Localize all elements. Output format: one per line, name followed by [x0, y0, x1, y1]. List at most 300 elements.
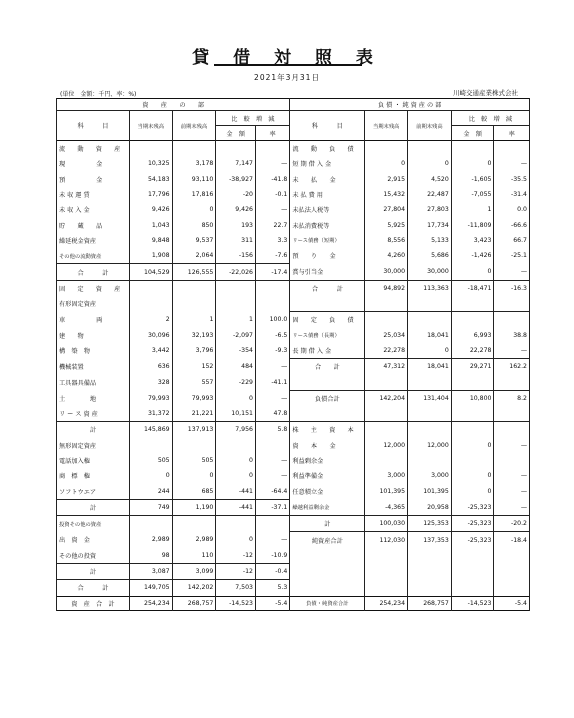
change-amount-cell	[451, 422, 494, 438]
previous-balance-cell: 3,099	[172, 564, 216, 580]
current-balance-cell: 22,278	[365, 343, 408, 359]
change-rate-cell: 22.7	[255, 217, 289, 232]
change-amount-cell: -25,323	[451, 499, 494, 515]
change-amount-cell: -1,605	[451, 172, 494, 187]
table-row	[57, 390, 530, 406]
previous-balance-cell: 3,178	[172, 156, 216, 171]
table-row	[57, 202, 530, 217]
asset-item-label: 計	[57, 499, 130, 515]
change-rate-cell: —	[494, 264, 530, 280]
change-rate-cell: —	[255, 359, 289, 375]
change-amount-cell: 6,993	[451, 328, 494, 343]
current-balance-cell: 5,925	[365, 217, 408, 232]
change-rate-cell: -9.3	[255, 343, 289, 359]
change-amount-cell: 0	[451, 484, 494, 500]
previous-balance-cell: 1	[172, 312, 216, 328]
asset-item-label: 建 物	[57, 328, 130, 343]
previous-balance-cell: 110	[172, 548, 216, 564]
change-rate-cell: -0.1	[255, 187, 289, 202]
change-rate-cell: 47.8	[255, 406, 289, 422]
liability-item-label: リース債務（短期）	[290, 233, 365, 248]
previous-balance-cell: 557	[172, 374, 216, 390]
change-rate-cell: —	[494, 156, 530, 171]
previous-balance-cell: 2,064	[172, 248, 216, 264]
current-balance-cell: 94,892	[365, 280, 408, 296]
change-rate-cell: -17.4	[255, 264, 289, 280]
previous-balance-cell	[408, 564, 452, 580]
current-balance-cell: 149,705	[129, 580, 172, 596]
current-balance-cell: 2	[129, 312, 172, 328]
asset-item-label: その他の投資	[57, 548, 130, 564]
change-amount-cell	[216, 141, 256, 157]
current-balance-cell	[129, 438, 172, 453]
table-row	[57, 187, 530, 202]
change-rate-cell: -0.4	[255, 564, 289, 580]
previous-balance-cell: 126,555	[172, 264, 216, 280]
change-amount-cell: 0	[451, 438, 494, 453]
change-rate-cell: 66.7	[494, 233, 530, 248]
table-row	[57, 217, 530, 232]
previous-balance-cell: 17,816	[172, 187, 216, 202]
liability-item-label: 預 り 金	[290, 248, 365, 264]
previous-balance-cell: 30,000	[408, 264, 452, 280]
liability-item-label: 負債合計	[290, 390, 365, 406]
liability-item-label: 未 払 金	[290, 172, 365, 187]
change-rate-cell: —	[494, 484, 530, 500]
current-balance-cell: 12,000	[365, 438, 408, 453]
liability-item-label: 賞与引当金	[290, 264, 365, 280]
previous-balance-cell: 0	[408, 343, 452, 359]
current-balance-cell: 328	[129, 374, 172, 390]
previous-balance-cell: 0	[408, 156, 452, 171]
previous-balance-cell	[408, 422, 452, 438]
change-amount-cell	[451, 548, 494, 564]
change-amount-cell: 311	[216, 233, 256, 248]
previous-balance-cell: 18,041	[408, 359, 452, 375]
previous-balance-cell: 20,958	[408, 499, 452, 515]
table-row	[57, 296, 530, 312]
rate-header: 率	[494, 126, 530, 141]
previous-balance-cell: 93,110	[172, 172, 216, 187]
current-balance-cell: 104,529	[129, 264, 172, 280]
total-liabilities-equity-previous: 268,757	[408, 596, 452, 610]
change-amount-cell: 9,426	[216, 202, 256, 217]
current-balance-cell	[129, 141, 172, 157]
asset-item-label: 現 金	[57, 156, 130, 171]
change-amount-cell: 10,800	[451, 390, 494, 406]
liability-item-label	[290, 548, 365, 564]
grand-total-row	[57, 596, 530, 610]
change-rate-cell: —	[255, 390, 289, 406]
current-balance-cell	[365, 296, 408, 312]
current-balance-cell: 112,030	[365, 532, 408, 548]
current-balance-cell	[365, 453, 408, 468]
table-row	[57, 484, 530, 500]
asset-item-label: 合 計	[57, 264, 130, 280]
previous-balance-cell	[172, 516, 216, 532]
liability-item-label: 未 払 費 用	[290, 187, 365, 202]
title-underline	[214, 64, 362, 66]
current-balance-cell: 100,030	[365, 516, 408, 532]
change-amount-cell: -354	[216, 343, 256, 359]
current-balance-cell	[365, 422, 408, 438]
table-row	[57, 328, 530, 343]
change-amount-cell: -25,323	[451, 516, 494, 532]
change-rate-cell: —	[255, 468, 289, 483]
current-balance-cell: 27,804	[365, 202, 408, 217]
unit-note: (単位 金額：千円、率：%)	[60, 91, 137, 98]
change-amount-cell: 29,271	[451, 359, 494, 375]
current-balance-cell: 30,096	[129, 328, 172, 343]
change-amount-cell	[216, 280, 256, 296]
change-amount-cell: -229	[216, 374, 256, 390]
assets-section-header: 資 産 の 部	[57, 99, 290, 111]
current-balance-cell: 4,260	[365, 248, 408, 264]
table-row	[57, 156, 530, 171]
table-row	[57, 141, 530, 157]
asset-item-label: 未 収 運 賃	[57, 187, 130, 202]
current-balance-cell: 15,432	[365, 187, 408, 202]
change-amount-cell	[451, 296, 494, 312]
liability-item-label: 株 主 資 本	[290, 422, 365, 438]
current-balance-cell: 98	[129, 548, 172, 564]
asset-item-label: 貯 蔵 品	[57, 217, 130, 232]
change-amount-cell: -12	[216, 548, 256, 564]
total-liabilities-equity-label: 負債・純資産合計	[290, 596, 365, 610]
previous-balance-cell: 3,000	[408, 468, 452, 483]
change-amount-cell: 0	[451, 264, 494, 280]
previous-balance-cell: 5,686	[408, 248, 452, 264]
current-balance-cell: 2,989	[129, 532, 172, 548]
change-rate-cell: -66.6	[494, 217, 530, 232]
change-rate-cell	[255, 280, 289, 296]
asset-item-label: 車 両	[57, 312, 130, 328]
asset-item-label: 預 金	[57, 172, 130, 187]
change-rate-cell: 5.3	[255, 580, 289, 596]
change-amount-cell	[216, 438, 256, 453]
previous-balance-cell	[408, 580, 452, 596]
current-balance-cell: 30,000	[365, 264, 408, 280]
previous-balance-cell: 137,353	[408, 532, 452, 548]
liability-item-label	[290, 580, 365, 596]
change-rate-cell: 38.8	[494, 328, 530, 343]
previous-balance-cell: 505	[172, 453, 216, 468]
rate-header: 率	[255, 126, 289, 141]
change-rate-cell	[494, 312, 530, 328]
change-rate-cell	[255, 516, 289, 532]
total-assets-change: -14,523	[216, 596, 256, 610]
change-rate-cell: -16.3	[494, 280, 530, 296]
total-assets-current: 254,234	[129, 596, 172, 610]
liability-item-label	[290, 564, 365, 580]
table-row	[57, 532, 530, 548]
previous-balance-cell: 9,537	[172, 233, 216, 248]
change-amount-cell: -156	[216, 248, 256, 264]
change-rate-cell: 3.3	[255, 233, 289, 248]
change-amount-cell: -20	[216, 187, 256, 202]
change-amount-cell: -441	[216, 484, 256, 500]
change-amount-cell: 484	[216, 359, 256, 375]
previous-balance-cell: 5,133	[408, 233, 452, 248]
current-balance-cell: 636	[129, 359, 172, 375]
previous-balance-cell: 113,363	[408, 280, 452, 296]
change-amount-cell	[216, 516, 256, 532]
table-row	[57, 422, 530, 438]
change-rate-cell: -37.1	[255, 499, 289, 515]
asset-item-label: 投資その他の資産	[57, 516, 130, 532]
asset-item-label: その他の流動資産	[57, 248, 130, 264]
table-row	[57, 312, 530, 328]
current-balance-header: 当期末残高	[129, 111, 172, 141]
change-amount-cell: 0	[451, 156, 494, 171]
total-assets-rate: -5.4	[255, 596, 289, 610]
company-name: 川崎交通産業株式会社	[453, 89, 518, 97]
change-rate-cell	[255, 141, 289, 157]
table-row	[57, 343, 530, 359]
change-rate-cell: -18.4	[494, 532, 530, 548]
change-amount-cell: 1	[216, 312, 256, 328]
total-assets-label: 資 産 合 計	[57, 596, 130, 610]
change-rate-cell: -7.6	[255, 248, 289, 264]
table-row	[57, 580, 530, 596]
change-amount-cell	[216, 296, 256, 312]
liability-item-label: 任意積立金	[290, 484, 365, 500]
change-rate-cell: —	[494, 468, 530, 483]
current-balance-cell: 0	[129, 468, 172, 483]
change-rate-cell: —	[494, 438, 530, 453]
table-row	[57, 248, 530, 264]
change-amount-cell: -1,426	[451, 248, 494, 264]
current-balance-cell: 3,000	[365, 468, 408, 483]
change-amount-cell	[451, 406, 494, 422]
previous-balance-cell: 17,734	[408, 217, 452, 232]
change-amount-cell: -12	[216, 564, 256, 580]
current-balance-cell: 101,395	[365, 484, 408, 500]
change-rate-cell: —	[255, 156, 289, 171]
change-rate-cell	[494, 422, 530, 438]
change-amount-cell: 193	[216, 217, 256, 232]
asset-item-label: 機械装置	[57, 359, 130, 375]
change-amount-cell: -38,927	[216, 172, 256, 187]
table-row	[57, 406, 530, 422]
liability-item-label: 繰越利益剰余金	[290, 499, 365, 515]
liability-item-label: 固 定 負 債	[290, 312, 365, 328]
current-balance-cell: 25,034	[365, 328, 408, 343]
change-rate-cell: —	[255, 532, 289, 548]
current-balance-cell: 10,325	[129, 156, 172, 171]
change-rate-cell: -41.8	[255, 172, 289, 187]
table-row	[57, 264, 530, 280]
current-balance-cell: 0	[365, 156, 408, 171]
liability-item-label: 合 計	[290, 359, 365, 375]
previous-balance-cell: 12,000	[408, 438, 452, 453]
change-rate-cell	[494, 548, 530, 564]
liabilities-section-header: 負 債 ・ 純 資 産 の 部	[290, 99, 530, 111]
liability-item-label	[290, 406, 365, 422]
current-balance-cell	[365, 580, 408, 596]
previous-balance-cell: 101,395	[408, 484, 452, 500]
change-amount-cell: 7,503	[216, 580, 256, 596]
change-amount-cell: 0	[451, 468, 494, 483]
table-row	[57, 516, 530, 532]
previous-balance-cell: 27,803	[408, 202, 452, 217]
previous-balance-cell	[408, 548, 452, 564]
change-rate-cell	[494, 580, 530, 596]
change-amount-cell: -25,323	[451, 532, 494, 548]
change-amount-cell: 22,278	[451, 343, 494, 359]
previous-balance-cell: 2,989	[172, 532, 216, 548]
change-rate-cell: —	[255, 453, 289, 468]
current-balance-cell: 145,869	[129, 422, 172, 438]
current-balance-cell	[365, 374, 408, 390]
asset-item-label: 土 地	[57, 390, 130, 406]
current-balance-cell	[365, 406, 408, 422]
change-amount-cell	[451, 374, 494, 390]
current-balance-cell: 1,908	[129, 248, 172, 264]
previous-balance-cell: 22,487	[408, 187, 452, 202]
liability-item-label: 未払法人税等	[290, 202, 365, 217]
total-liabilities-equity-rate: -5.4	[494, 596, 530, 610]
change-rate-cell: -20.2	[494, 516, 530, 532]
change-amount-cell: 7,956	[216, 422, 256, 438]
change-rate-cell: 162.2	[494, 359, 530, 375]
previous-balance-cell	[408, 406, 452, 422]
change-amount-cell: -7,055	[451, 187, 494, 202]
asset-item-label: 構 築 物	[57, 343, 130, 359]
liability-item-label: 利益剰余金	[290, 453, 365, 468]
current-balance-cell: 2,915	[365, 172, 408, 187]
current-balance-cell: 3,442	[129, 343, 172, 359]
change-rate-cell: -10.9	[255, 548, 289, 564]
previous-balance-cell: 685	[172, 484, 216, 500]
change-rate-cell: 100.0	[255, 312, 289, 328]
current-balance-cell: 8,556	[365, 233, 408, 248]
current-balance-cell	[365, 312, 408, 328]
table-row	[57, 233, 530, 248]
change-amount-cell	[451, 312, 494, 328]
current-balance-cell: 79,993	[129, 390, 172, 406]
change-rate-cell	[494, 374, 530, 390]
liability-item-label: 資 本 金	[290, 438, 365, 453]
asset-item-label: 計	[57, 564, 130, 580]
change-rate-cell: -41.1	[255, 374, 289, 390]
liability-item-label: リース債務（長期）	[290, 328, 365, 343]
liability-item-label: 短 期 借 入 金	[290, 156, 365, 171]
asset-item-label: 合 計	[57, 580, 130, 596]
total-liabilities-equity-current: 254,234	[365, 596, 408, 610]
liability-item-label	[290, 296, 365, 312]
change-amount-cell: 10,151	[216, 406, 256, 422]
current-balance-cell	[129, 296, 172, 312]
document-title: 貸 借 対 照 表	[192, 48, 382, 68]
asset-item-label: 繰延税金資産	[57, 233, 130, 248]
change-amount-cell: -11,809	[451, 217, 494, 232]
asset-item-label: 商 標 権	[57, 468, 130, 483]
asset-item-label: リ ー ス 資 産	[57, 406, 130, 422]
previous-balance-cell: 1,190	[172, 499, 216, 515]
change-amount-cell	[451, 564, 494, 580]
asset-item-label: 固 定 資 産	[57, 280, 130, 296]
change-rate-cell	[494, 564, 530, 580]
change-amount-cell: 0	[216, 390, 256, 406]
change-amount-cell: 0	[216, 532, 256, 548]
previous-balance-cell: 3,796	[172, 343, 216, 359]
liability-item-label: 長 期 借 入 金	[290, 343, 365, 359]
asset-item-label: 電話加入権	[57, 453, 130, 468]
balance-sheet-table	[56, 98, 530, 611]
change-amount-cell	[451, 141, 494, 157]
previous-balance-cell	[408, 374, 452, 390]
liability-item-label: 合 計	[290, 280, 365, 296]
total-liabilities-equity-change: -14,523	[451, 596, 494, 610]
previous-balance-cell: 79,993	[172, 390, 216, 406]
previous-balance-cell: 21,221	[172, 406, 216, 422]
previous-balance-cell: 4,520	[408, 172, 452, 187]
change-amount-cell: 0	[216, 453, 256, 468]
current-balance-cell	[129, 280, 172, 296]
change-rate-cell: —	[255, 202, 289, 217]
table-row	[57, 374, 530, 390]
liability-item-label: 純資産合計	[290, 532, 365, 548]
current-balance-cell: 31,372	[129, 406, 172, 422]
change-rate-cell: -31.4	[494, 187, 530, 202]
asset-item-label: 無形固定資産	[57, 438, 130, 453]
amount-header: 金 額	[451, 126, 494, 141]
previous-balance-cell: 32,193	[172, 328, 216, 343]
table-row	[57, 468, 530, 483]
asset-item-label: 工具器具備品	[57, 374, 130, 390]
change-amount-cell: 1	[451, 202, 494, 217]
current-balance-cell: 1,043	[129, 217, 172, 232]
change-amount-cell: -2,097	[216, 328, 256, 343]
asset-item-label: 出 資 金	[57, 532, 130, 548]
change-header: 比 較 増 減	[216, 111, 290, 126]
previous-balance-cell	[408, 141, 452, 157]
liability-item-label	[290, 374, 365, 390]
previous-balance-cell: 152	[172, 359, 216, 375]
change-rate-cell	[494, 453, 530, 468]
current-balance-cell: 244	[129, 484, 172, 500]
current-balance-cell	[129, 516, 172, 532]
asset-item-label: ソフトウエア	[57, 484, 130, 500]
change-rate-cell: -64.4	[255, 484, 289, 500]
previous-balance-cell	[172, 280, 216, 296]
change-rate-cell: —	[494, 343, 530, 359]
current-balance-cell: 3,087	[129, 564, 172, 580]
previous-balance-cell: 131,404	[408, 390, 452, 406]
change-rate-cell	[494, 141, 530, 157]
amount-header: 金 額	[216, 126, 256, 141]
document-date: 2021年3月31日	[254, 73, 320, 82]
change-header: 比 較 増 減	[451, 111, 529, 126]
change-amount-cell: 3,423	[451, 233, 494, 248]
item-header: 科 目	[57, 111, 130, 141]
current-balance-cell: 54,183	[129, 172, 172, 187]
change-amount-cell: 0	[216, 468, 256, 483]
previous-balance-cell	[172, 438, 216, 453]
table-row	[57, 453, 530, 468]
previous-balance-cell: 0	[172, 202, 216, 217]
change-rate-cell: 5.8	[255, 422, 289, 438]
current-balance-cell: 142,204	[365, 390, 408, 406]
change-amount-cell: -22,026	[216, 264, 256, 280]
previous-balance-cell	[408, 312, 452, 328]
previous-balance-cell: 137,913	[172, 422, 216, 438]
current-balance-cell	[365, 548, 408, 564]
asset-item-label: 計	[57, 422, 130, 438]
change-amount-cell	[451, 453, 494, 468]
previous-balance-cell: 0	[172, 468, 216, 483]
